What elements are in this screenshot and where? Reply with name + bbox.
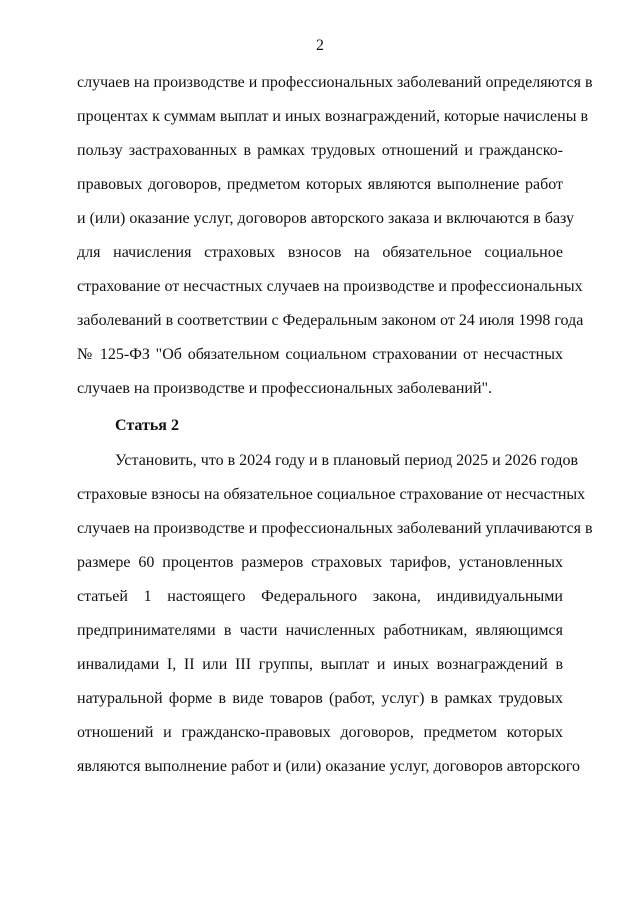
paragraph-2-line-4: размере 60 процентов размеров страховых тарифов, установленных	[77, 554, 563, 571]
paragraph-1-line-4: правовых договоров, предметом которых являются выполнение работ	[77, 176, 563, 193]
paragraph-2-line-8: натуральной форме в виде товаров (работ, услуг) в рамках трудовых	[77, 690, 563, 707]
paragraph-1-line-2: процентах к суммам выплат и иных вознаграждений, которые начислены в	[77, 108, 589, 125]
paragraph-1-line-1: случаев на производстве и профессиональных заболеваний определяются в	[77, 74, 593, 91]
paragraph-2-line-6: предпринимателями в части начисленных работникам, являющимся	[77, 622, 563, 639]
article-2-heading: Статья 2	[115, 417, 179, 434]
paragraph-1-line-9: № 125-ФЗ "Об обязательном социальном страховании от несчастных	[77, 346, 563, 363]
paragraph-2-line-1: Установить, что в 2024 году и в плановый период 2025 и 2026 годов	[115, 452, 579, 469]
paragraph-1-line-6: для начисления страховых взносов на обязательное социальное	[77, 244, 563, 261]
paragraph-2-line-3: случаев на производстве и профессиональных заболеваний уплачиваются в	[77, 520, 593, 537]
paragraph-1-line-8: заболеваний в соответствии с Федеральным законом от 24 июля 1998 года	[77, 312, 584, 329]
paragraph-2-line-5: статьей 1 настоящего Федерального закона, индивидуальными	[77, 588, 563, 605]
paragraph-2-line-7: инвалидами I, II или III группы, выплат и иных вознаграждений в	[77, 656, 563, 673]
paragraph-1-line-7: страхование от несчастных случаев на производстве и профессиональных	[77, 278, 583, 295]
paragraph-1-line-3: пользу застрахованных в рамках трудовых отношений и гражданско-	[77, 142, 563, 159]
paragraph-2-line-10: являются выполнение работ и (или) оказание услуг, договоров авторского	[77, 758, 581, 775]
page-number: 2	[316, 37, 324, 54]
paragraph-2-line-9: отношений и гражданско-правовых договоров, предметом которых	[77, 724, 563, 741]
paragraph-1-line-5: и (или) оказание услуг, договоров авторского заказа и включаются в базу	[77, 210, 575, 227]
paragraph-1-line-10: случаев на производстве и профессиональных заболеваний".	[77, 380, 493, 397]
paragraph-2-line-2: страховые взносы на обязательное социальное страхование от несчастных	[77, 486, 586, 503]
